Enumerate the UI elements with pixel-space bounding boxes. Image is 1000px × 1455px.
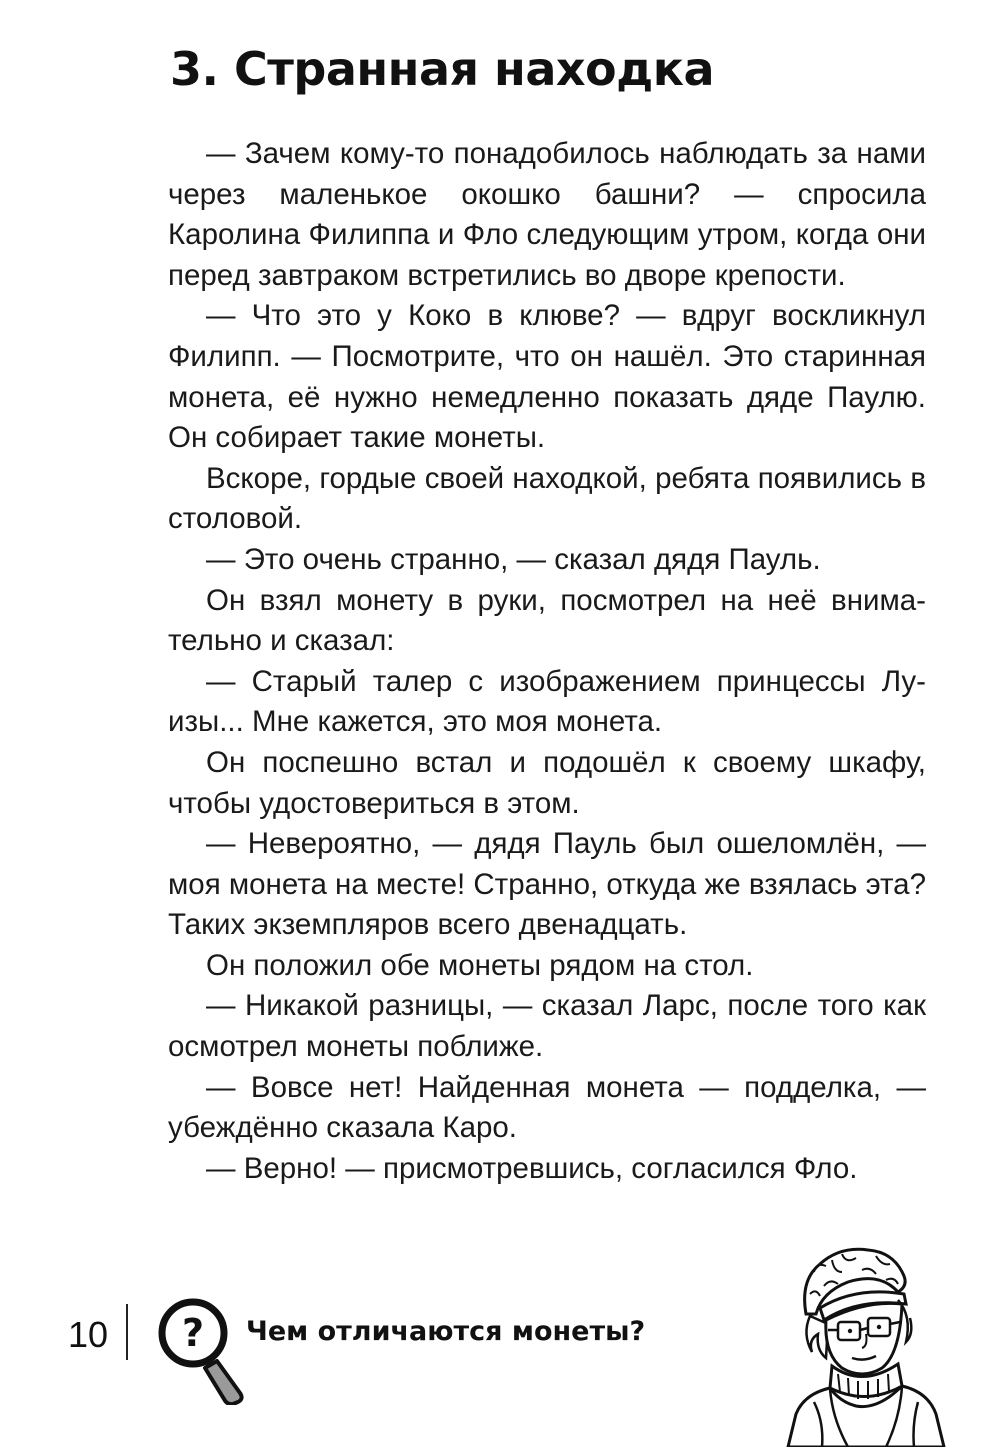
paragraph: — Вовсе нет! Найденная монета — подделка, — убеждённо сказала Каро.	[168, 1070, 926, 1145]
paragraph: — Это очень странно, — сказал дядя Пауль.	[206, 542, 821, 576]
question-text: Чем отличаются монеты?	[246, 1316, 646, 1347]
paragraph: — Зачем кому-то понадобилось наблюдать за нами через маленькое окошко башни? — спросила Каролина Филиппа и Фло следующим утром, когда они перед завтраком встретились во дворе крепости.	[168, 137, 926, 292]
paragraph: — Верно! — присмотревшись, согласился Фло.	[206, 1151, 858, 1185]
magnifier-question-icon	[155, 1295, 255, 1405]
svg-text:?: ?	[181, 1311, 205, 1355]
page-footer	[0, 1240, 1000, 1455]
paragraph: — Старый талер с изображением принцессы Луизы... Мне кажется, это моя монета.	[168, 664, 926, 739]
paragraph: — Что это у Коко в клюве? — вдруг воскликнул Филипп. — Посмотрите, что он нашёл. Это старинная монета, её нужно немедленно показать дяде Паулю. Он собирает такие монеты.	[168, 299, 926, 455]
chapter-title: 3. Странная находка	[170, 42, 715, 96]
page-number: 10	[68, 1314, 109, 1355]
paragraph: Он поспешно встал и подошёл к своему шкафу, чтобы удостовериться в этом.	[168, 745, 926, 820]
paragraph: — Невероятно, — дядя Пауль был ошеломлён, — моя монета на месте! Странно, откуда же взялась эта? Таких экземпляров всего двенадцать.	[168, 827, 926, 942]
paragraph: Он взял монету в руки, посмотрел на неё внимательно и сказал:	[168, 583, 926, 658]
footer-divider	[126, 1304, 128, 1360]
paragraph: — Никакой разницы, — сказал Ларс, после того как осмотрел монеты поближе.	[168, 989, 926, 1064]
story-text	[168, 134, 926, 1189]
paragraph: Вскоре, гордые своей находкой, ребята появились в столовой.	[168, 461, 926, 536]
detective-girl-illustration	[786, 1242, 946, 1447]
paragraph: Он положил обе монеты рядом на стол.	[206, 948, 754, 982]
